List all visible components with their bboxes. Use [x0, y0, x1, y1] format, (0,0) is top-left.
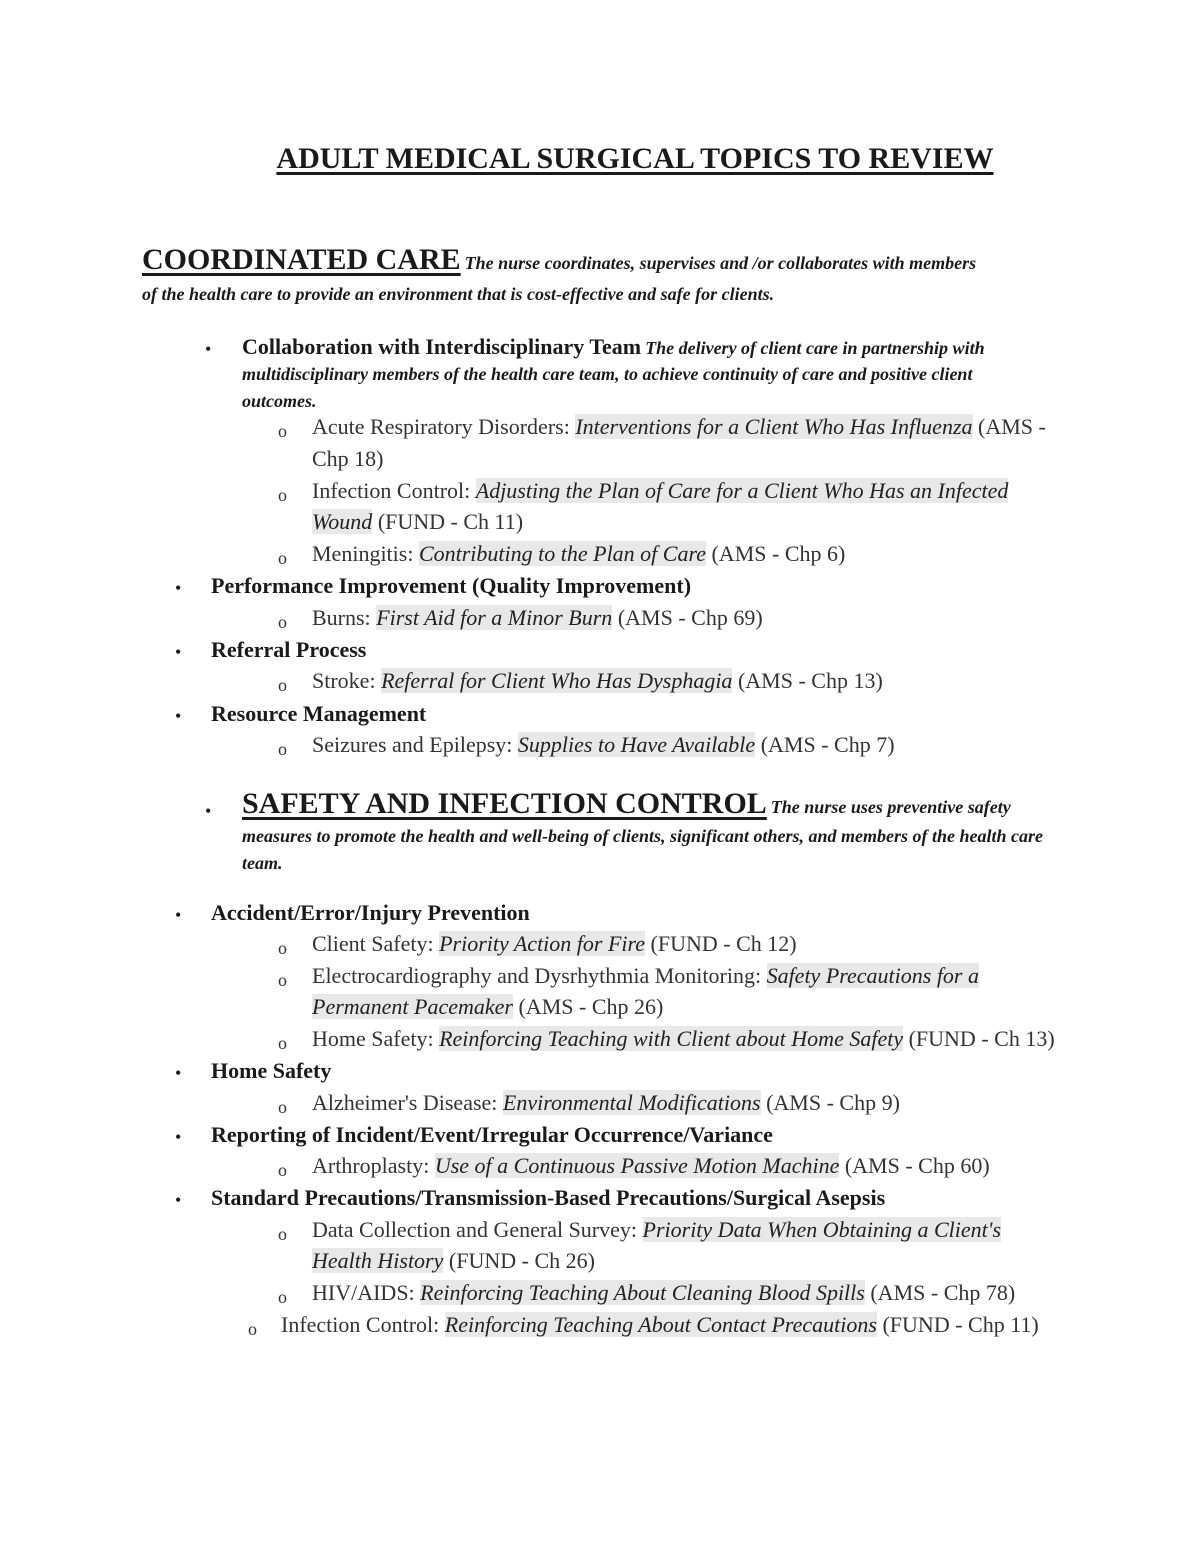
- circle-bullet-icon: o: [278, 1097, 287, 1117]
- list-item: Meningitis: Contributing to the Plan of Care (AMS - Chp 6): [312, 541, 846, 566]
- coordinated-care-description: The nurse coordinates, supervises and /or collaborates with members: [464, 253, 977, 273]
- topic-link[interactable]: First Aid for a Minor Burn: [376, 605, 613, 630]
- list-item: Electrocardiography and Dysrhythmia Monitoring: Safety Precautions for a: [312, 963, 979, 988]
- circle-bullet-icon: o: [278, 612, 287, 632]
- circle-bullet-icon: o: [278, 675, 287, 695]
- circle-bullet-icon: o: [278, 1160, 287, 1180]
- circle-bullet-icon: o: [278, 421, 287, 441]
- bullet-icon: •: [175, 905, 182, 925]
- performance-improvement-label: Performance Improvement (Quality Improvement): [211, 573, 692, 598]
- circle-bullet-icon: o: [278, 970, 287, 990]
- safety-description-continued: measures to promote the health and well-being of clients, significant others, and members of the health care: [242, 826, 1044, 846]
- list-item: Acute Respiratory Disorders: Interventions for a Client Who Has Influenza (AMS -: [312, 414, 1046, 439]
- accident-prevention-label: Accident/Error/Injury Prevention: [211, 900, 530, 925]
- circle-bullet-icon: o: [248, 1319, 257, 1339]
- topic-link[interactable]: Supplies to Have Available: [517, 732, 756, 757]
- resource-management-label: Resource Management: [211, 701, 427, 726]
- collab-label: Collaboration with Interdisciplinary Team: [242, 334, 642, 359]
- list-item: Stroke: Referral for Client Who Has Dysphagia (AMS - Chp 13): [312, 668, 883, 693]
- topic-link[interactable]: Adjusting the Plan of Care for a Client Who Has an Infected: [475, 478, 1009, 503]
- topic-link[interactable]: Wound: [312, 509, 373, 534]
- bullet-icon: •: [175, 1190, 182, 1210]
- list-item: Data Collection and General Survey: Priority Data When Obtaining a Client's: [312, 1217, 1002, 1242]
- coordinated-care-heading: COORDINATED CARE: [142, 243, 461, 276]
- safety-heading-row: [242, 787, 1011, 821]
- bullet-icon: •: [205, 339, 212, 359]
- bullet-icon: •: [175, 642, 182, 662]
- topic-link[interactable]: Interventions for a Client Who Has Influenza: [575, 414, 973, 439]
- coordinated-care-description-continued: of the health care to provide an environment that is cost-effective and safe for clients.: [142, 284, 775, 304]
- collab-item: [242, 334, 985, 360]
- bullet-icon: •: [175, 1063, 182, 1083]
- topic-link[interactable]: Environmental Modifications: [502, 1090, 761, 1115]
- circle-bullet-icon: o: [278, 548, 287, 568]
- topic-link[interactable]: Safety Precautions for a: [766, 963, 979, 988]
- topic-link[interactable]: Health History: [312, 1248, 444, 1273]
- list-item: Seizures and Epilepsy: Supplies to Have Available (AMS - Chp 7): [312, 732, 895, 757]
- list-item-continued: Health History (FUND - Ch 26): [312, 1248, 595, 1273]
- list-item: Home Safety: Reinforcing Teaching with Client about Home Safety (FUND - Ch 13): [312, 1026, 1055, 1051]
- list-item: Alzheimer's Disease: Environmental Modifications (AMS - Chp 9): [312, 1090, 900, 1115]
- topic-link[interactable]: Referral for Client Who Has Dysphagia: [381, 668, 733, 693]
- page-title: ADULT MEDICAL SURGICAL TOPICS TO REVIEW: [276, 142, 994, 175]
- circle-bullet-icon: o: [278, 485, 287, 505]
- list-item: Burns: First Aid for a Minor Burn (AMS - Chp 69): [312, 605, 763, 630]
- list-item: Infection Control: Adjusting the Plan of Care for a Client Who Has an Infected: [312, 478, 1009, 503]
- list-item-continued: Permanent Pacemaker (AMS - Chp 26): [312, 994, 664, 1019]
- topic-link[interactable]: Reinforcing Teaching About Contact Precautions: [444, 1312, 877, 1337]
- list-item: Client Safety: Priority Action for Fire (FUND - Ch 12): [312, 931, 797, 956]
- list-item: Infection Control: Reinforcing Teaching About Contact Precautions (FUND - Chp 11): [281, 1312, 1039, 1337]
- reporting-label: Reporting of Incident/Event/Irregular Occurrence/Variance: [211, 1122, 773, 1147]
- list-item: HIV/AIDS: Reinforcing Teaching About Cleaning Blood Spills (AMS - Chp 78): [312, 1280, 1016, 1305]
- circle-bullet-icon: o: [278, 1287, 287, 1307]
- topic-link[interactable]: Use of a Continuous Passive Motion Machine: [434, 1153, 840, 1178]
- safety-heading: SAFETY AND INFECTION CONTROL: [242, 787, 767, 820]
- collab-desc: The delivery of client care in partnership with: [645, 338, 985, 358]
- circle-bullet-icon: o: [278, 938, 287, 958]
- list-item-continued: Chp 18): [312, 446, 384, 471]
- bullet-icon: •: [205, 801, 212, 821]
- circle-bullet-icon: o: [278, 1033, 287, 1053]
- topic-link[interactable]: Reinforcing Teaching with Client about Home Safety: [439, 1026, 904, 1051]
- topic-link[interactable]: Reinforcing Teaching About Cleaning Blood Spills: [420, 1280, 865, 1305]
- bullet-icon: •: [175, 706, 182, 726]
- topic-link[interactable]: Permanent Pacemaker: [312, 994, 513, 1019]
- collab-desc-line3: outcomes.: [242, 391, 317, 411]
- standard-precautions-label: Standard Precautions/Transmission-Based Precautions/Surgical Asepsis: [211, 1185, 886, 1210]
- bullet-icon: •: [175, 578, 182, 598]
- home-safety-label: Home Safety: [211, 1058, 332, 1083]
- list-item: Arthroplasty: Use of a Continuous Passive Motion Machine (AMS - Chp 60): [312, 1153, 990, 1178]
- topic-link[interactable]: Priority Action for Fire: [439, 931, 646, 956]
- bullet-icon: •: [175, 1127, 182, 1147]
- topic-link[interactable]: Priority Data When Obtaining a Client's: [642, 1217, 1002, 1242]
- safety-description-end: team.: [242, 853, 283, 873]
- circle-bullet-icon: o: [278, 739, 287, 759]
- coordinated-care-heading-row: [142, 243, 976, 277]
- topic-link[interactable]: Contributing to the Plan of Care: [418, 541, 706, 566]
- referral-process-label: Referral Process: [211, 637, 367, 662]
- safety-description: The nurse uses preventive safety: [770, 797, 1011, 817]
- list-item-continued: Wound (FUND - Ch 11): [312, 509, 524, 534]
- collab-desc-line2: multidisciplinary members of the health care team, to achieve continuity of care and positive client: [242, 364, 973, 384]
- circle-bullet-icon: o: [278, 1224, 287, 1244]
